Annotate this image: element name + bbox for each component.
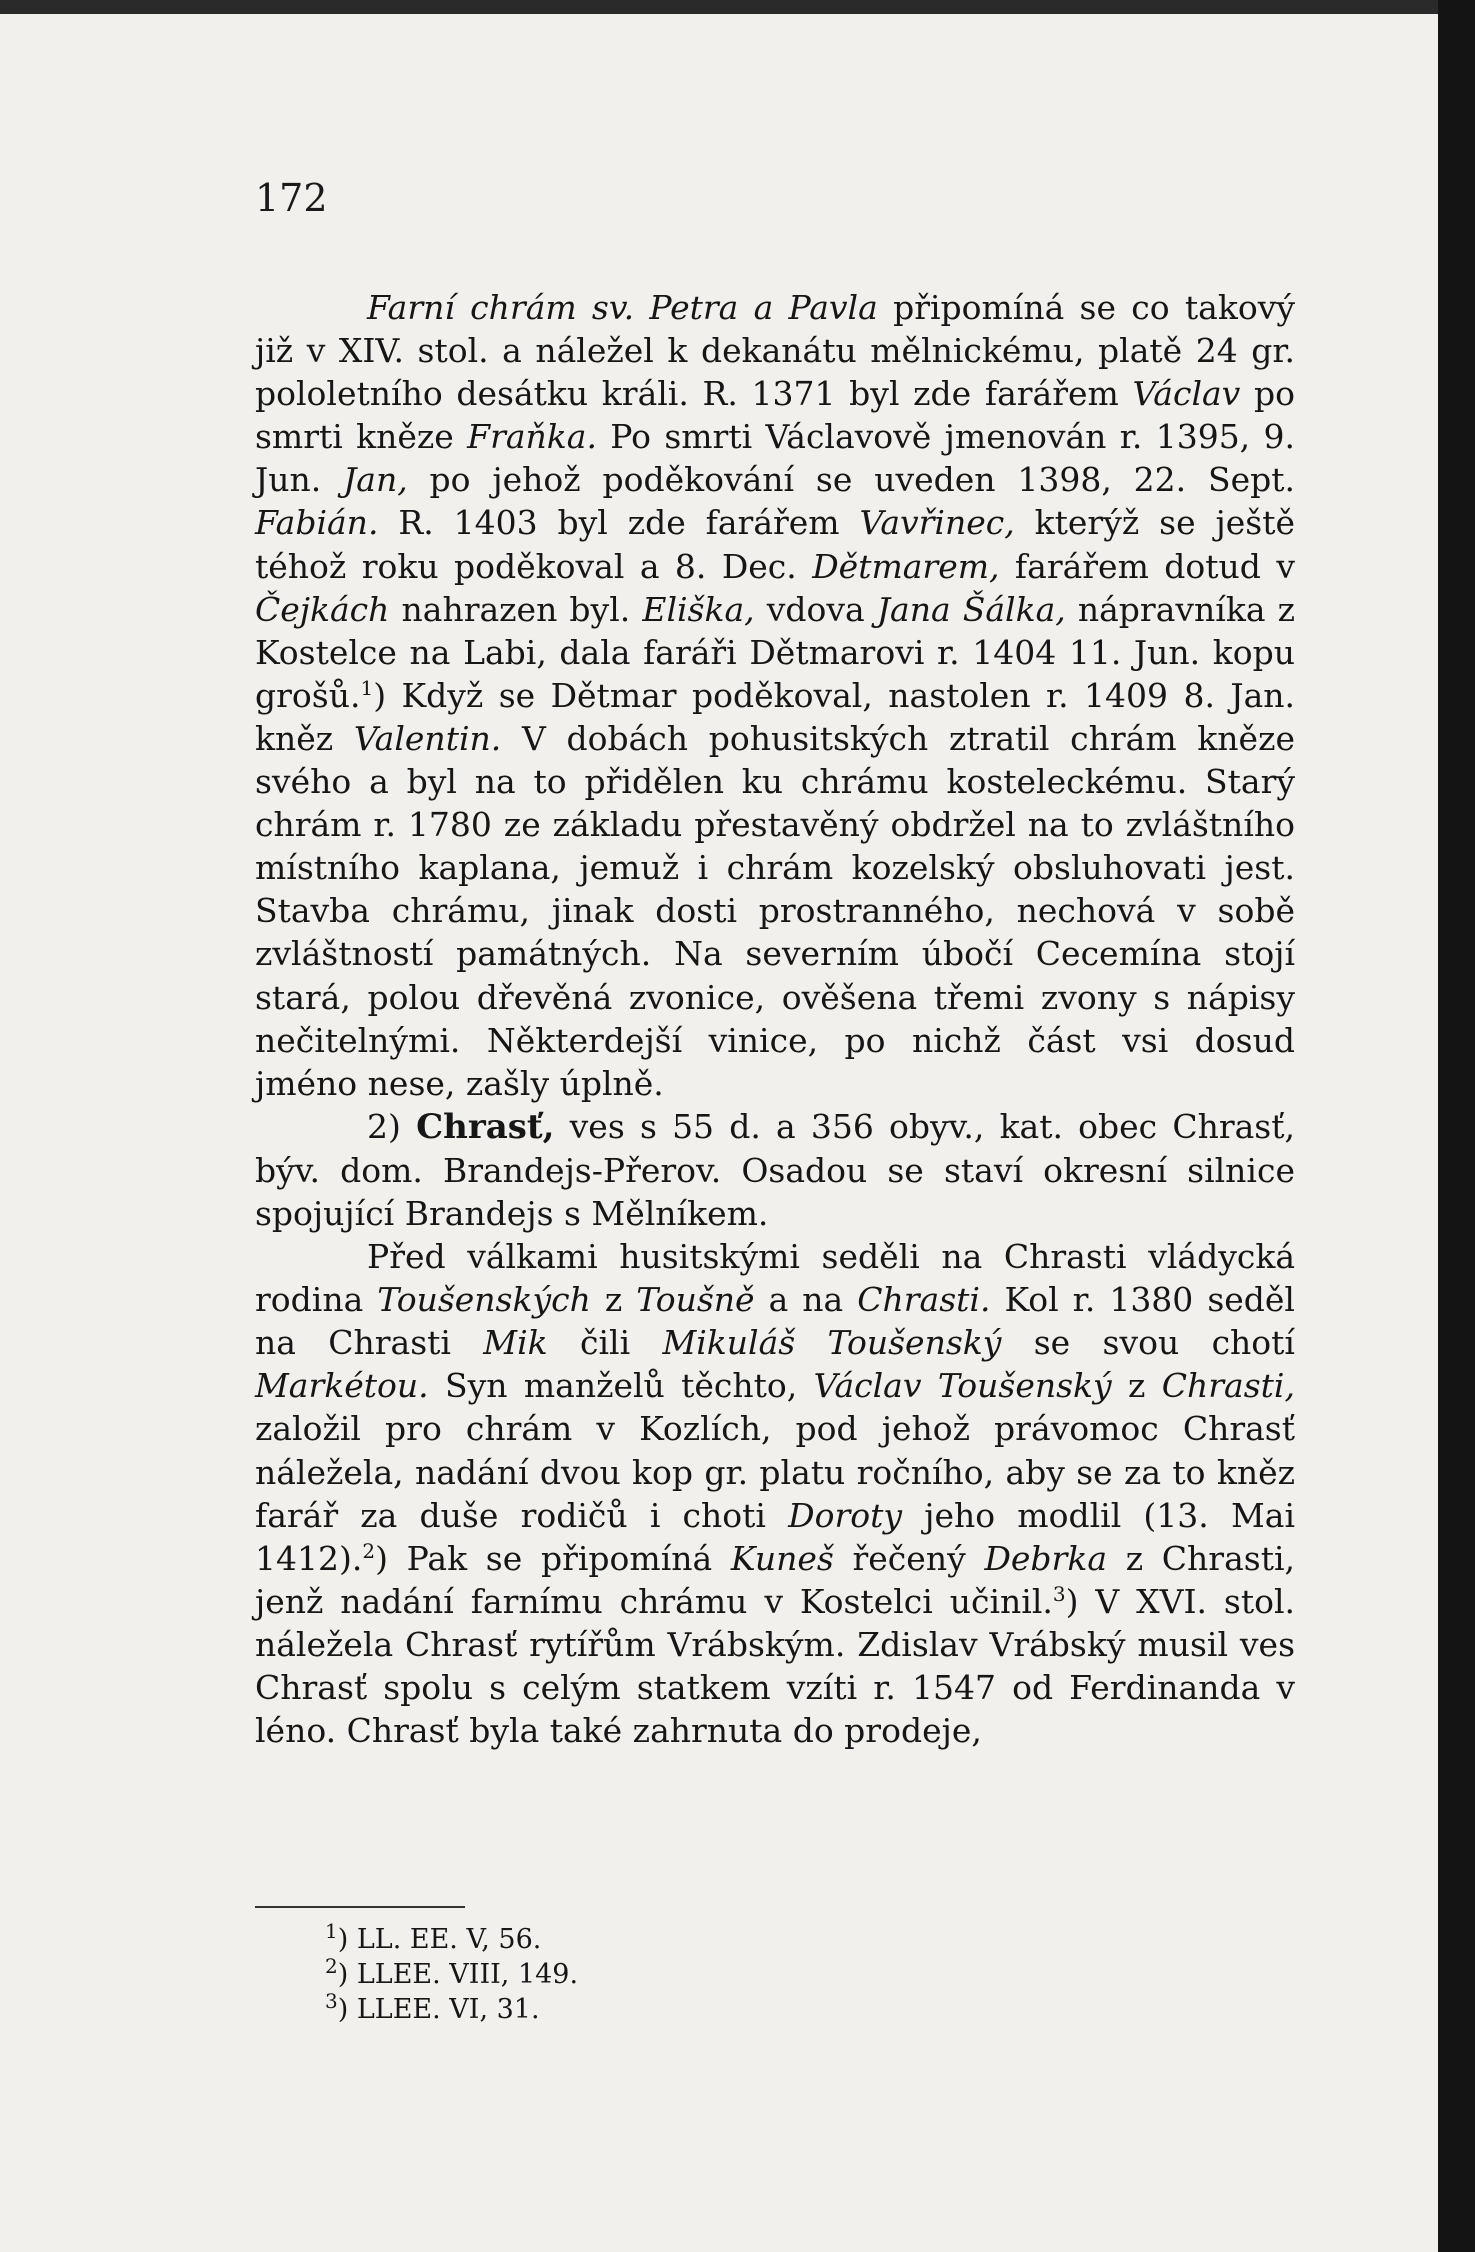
- paragraph-chrast: 2) Chrasť, ves s 55 d. a 356 obyv., kat. obec Chrasť, býv. dom. Brandejs-Přerov. Osadou se staví okresní silnice spojující Brandejs s Mělníkem.: [255, 1106, 1295, 1233]
- footnote-item: $^3$) LLEE. VI, 31.: [325, 1989, 540, 2025]
- body-text: [255, 286, 1295, 1752]
- italic-text: Farní chrám sv. Petra a Pavla: [367, 288, 878, 327]
- footnote-item: $^2$) LLEE. VIII, 149.: [325, 1954, 579, 1990]
- paragraph-history: Před válkami husitskými seděli na Chrasti vládycká rodina Toušenských z Toušně a na Chrasti. Kol r. 1380 seděl na Chrasti Mik čili Mikuláš Toušenský se svou chotí Markétou. Syn manželů těchto, Václav Toušenský z Chrasti, založil pro chrám v Kozlích, pod jehož právomoc Chrasť náležela, nadání dvou kop gr. platu ročního, aby se za to kněz farář za duše rodičů i choti Doroty jeho modlil (13. Mai 1412).$^2$) Pak se připomíná Kuneš řečený Debrka z Chrasti, jenž nadání farnímu chrámu v Kostelci učinil.$^3$) V XVI. stol. náležela Chrasť rytířům Vrábským. Zdislav Vrábský musil ves Chrasť spolu s celým statkem vzíti r. 1547 od Ferdinanda v léno. Chrasť byla také zahrnuta do prodeje,: [255, 1237, 1295, 1751]
- page-number: 172: [255, 176, 328, 220]
- scan-top-edge: [0, 0, 1475, 14]
- place-heading: Chrasť,: [416, 1106, 555, 1147]
- footnote-ref: 1: [360, 675, 374, 700]
- scan-right-edge: [1438, 0, 1475, 2252]
- footnote-ref: 2: [362, 1538, 376, 1563]
- footnote-ref: 3: [1052, 1581, 1066, 1606]
- footnote-divider: [255, 1906, 465, 1908]
- footnote-item: $^1$) LL. EE. V, 56.: [325, 1919, 542, 1955]
- paragraph-church: Farní chrám sv. Petra a Pavla připomíná se co takový již v XIV. stol. a náležel k dekanátu mělnickému, platě 24 gr. pololetního desátku králi. R. 1371 byl zde farářem Václav po smrti kněze Fraňka. Po smrti Václavově jmenován r. 1395, 9. Jun. Jan, po jehož poděkování se uveden 1398, 22. Sept. Fabián. R. 1403 byl zde farářem Vavřinec, kterýž se ještě téhož roku poděkoval a 8. Dec. Dětmarem, farářem dotud v Čejkách nahrazen byl. Eliška, vdova Jana Šálka, nápravníka z Kostelce na Labi, dala faráři Dětmarovi r. 1404 11. Jun. kopu grošů.$^1$) Když se Dětmar poděkoval, nastolen r. 1409 8. Jan. kněz Valentin. V dobách pohusitských ztratil chrám kněze svého a byl na to přidělen ku chrámu kosteleckému. Starý chrám r. 1780 ze základu přestavěný obdržel na to zvláštního místního kaplana, jemuž i chrám kozelský obsluhovati jest. Stavba chrámu, jinak dosti prostranného, nechová v sobě zvláštností památných. Na severním úbočí Cecemína stojí stará, polou dřevěná zvonice, ověšena třemi zvony s nápisy nečitelnými. Některdejší vinice, po nichž část vsi dosud jméno nese, zašly úplně.: [255, 288, 1296, 1103]
- footnotes: [325, 1919, 579, 2027]
